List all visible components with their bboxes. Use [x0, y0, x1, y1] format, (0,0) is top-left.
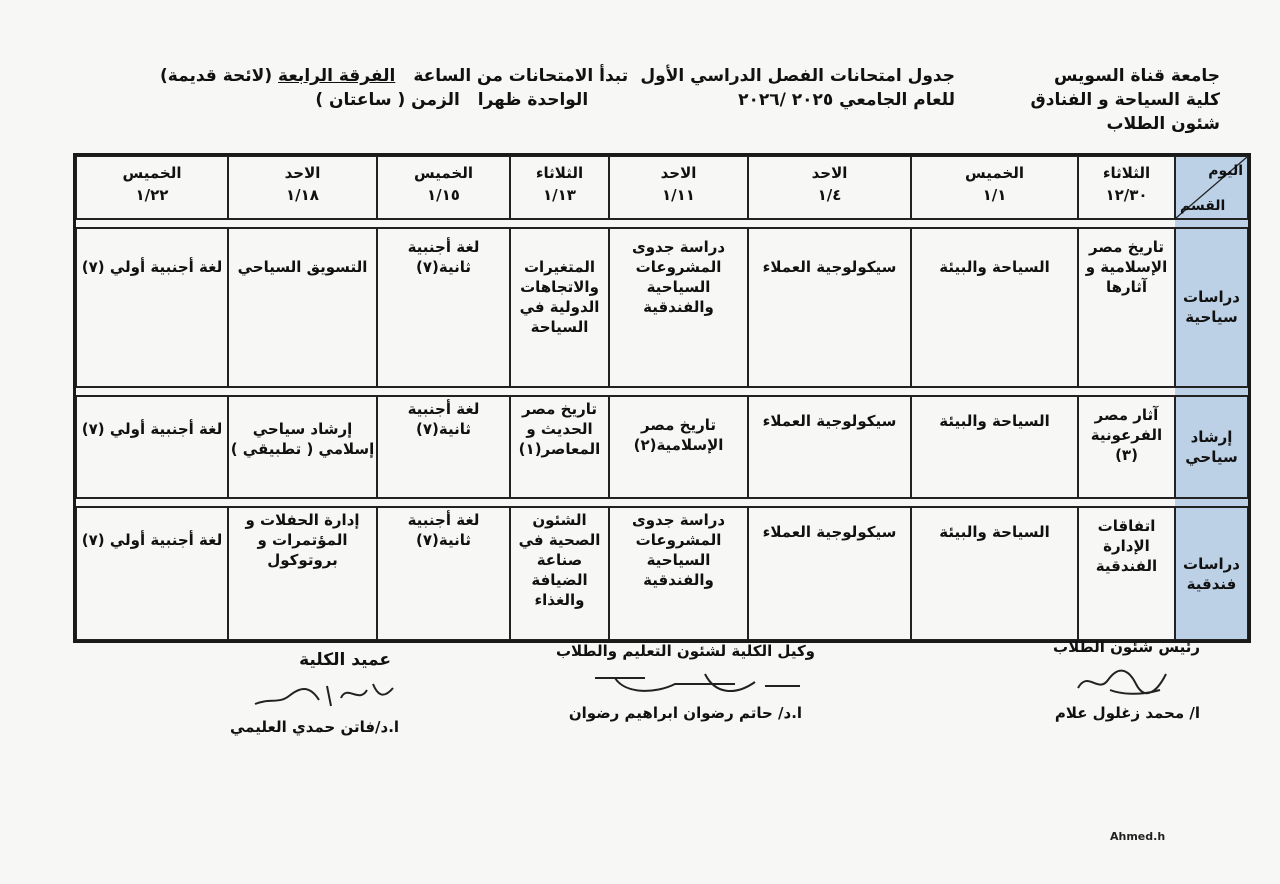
exam-cell: دراسة جدوى المشروعات السياحية والفندقية	[609, 507, 748, 640]
row-separator	[76, 387, 1248, 396]
vice-dean-signature	[556, 642, 815, 722]
footer-mark: Ahmed.h	[1110, 830, 1166, 843]
signer-title: رئيس شئون الطلاب	[1053, 638, 1200, 656]
exam-start-time: الواحدة ظهرا	[477, 90, 589, 110]
day-name: الثلاثاء	[1102, 164, 1151, 182]
day-name: الخميس	[414, 164, 473, 182]
day-header	[1078, 156, 1175, 219]
day-header	[228, 156, 377, 219]
students-affairs-signature	[1053, 638, 1200, 722]
handwritten-signature	[1070, 660, 1180, 700]
exam-cell: لغة أجنبية أولي (٧)	[76, 228, 228, 386]
day-name: الاحد	[811, 164, 848, 182]
day-date: ١/١١	[662, 186, 695, 204]
dept-row-hotel-studies	[76, 507, 1248, 640]
dean-signature	[230, 650, 399, 736]
day-header	[510, 156, 609, 219]
schedule-title-block	[640, 64, 955, 112]
day-header	[76, 156, 228, 219]
day-date: ١٢/٣٠	[1105, 186, 1148, 204]
day-date: ١/١٣	[543, 186, 576, 204]
signer-name: ا/ محمد زغلول علام	[1054, 704, 1200, 722]
corner-dept-label: القسم	[1180, 198, 1226, 214]
exam-cell: لغة أجنبية ثانية(٧)	[377, 507, 510, 640]
exam-cell: المتغيرات والاتجاهات الدولية في السياحة	[510, 228, 609, 386]
corner-day-label: اليوم	[1208, 163, 1243, 179]
day-name: الاحد	[660, 164, 697, 182]
corner-cell	[1175, 156, 1248, 219]
exam-cell: دراسة جدوى المشروعات السياحية والفندقية	[609, 228, 748, 386]
handwritten-signature	[585, 664, 815, 700]
header-row	[76, 156, 1248, 219]
signer-title: وكيل الكلية لشئون التعليم والطلاب	[555, 642, 815, 660]
exam-start-text: تبدأ الامتحانات من الساعة	[413, 66, 629, 86]
exam-cell: الشئون الصحية في صناعة الضيافة والغذاء	[510, 507, 609, 640]
exam-cell: تاريخ مصر الإسلامية(٢)	[609, 396, 748, 498]
exam-cell: آثار مصر الفرعونية (٣)	[1078, 396, 1175, 498]
signer-name: ا.د/ حاتم رضوان ابراهيم رضوان	[568, 704, 803, 722]
exam-cell: سيكولوجية العملاء	[748, 396, 911, 498]
exam-info-line-1	[160, 64, 628, 88]
dept-cell: دراسات فندقية	[1175, 507, 1248, 640]
handwritten-signature	[249, 674, 399, 714]
day-name: الاحد	[284, 164, 321, 182]
academic-year: للعام الجامعي ٢٠٢٥ /٢٠٢٦	[738, 90, 955, 110]
exam-cell: تاريخ مصر الإسلامية و آثارها	[1078, 228, 1175, 386]
dept-row-tour-guidance	[76, 396, 1248, 498]
faculty-name: كلية السياحة و الفنادق	[1030, 90, 1220, 110]
exam-info-block	[160, 64, 628, 112]
exam-duration: الزمن ( ساعتان )	[315, 90, 460, 110]
exam-cell: السياحة والبيئة	[911, 396, 1078, 498]
department-name: شئون الطلاب	[1106, 114, 1220, 134]
day-header	[377, 156, 510, 219]
row-separator	[76, 498, 1248, 507]
exam-cell: اتفاقات الإدارة الفندقية	[1078, 507, 1175, 640]
day-header	[748, 156, 911, 219]
exam-cell: التسويق السياحي	[228, 228, 377, 386]
exam-cell: لغة أجنبية أولي (٧)	[76, 507, 228, 640]
day-date: ١/٢٢	[135, 186, 169, 204]
regulation-label: (لائحة قديمة)	[160, 66, 273, 86]
exam-info-line-2	[160, 88, 588, 112]
exam-cell: تاريخ مصر الحديث و المعاصر(١)	[510, 396, 609, 498]
day-name: الخميس	[965, 164, 1024, 182]
grade-label: الفرقة الرابعة	[278, 66, 396, 86]
dept-row-tourism-studies	[76, 228, 1248, 386]
day-header	[911, 156, 1078, 219]
exam-schedule-table	[73, 153, 1251, 643]
exam-cell: لغة أجنبية ثانية(٧)	[377, 228, 510, 386]
day-header	[609, 156, 748, 219]
day-name: الخميس	[122, 164, 182, 182]
dept-cell: إرشاد سياحي	[1175, 396, 1248, 498]
day-name: الثلاثاء	[535, 164, 584, 182]
day-date: ١/١٨	[286, 186, 319, 204]
university-name: جامعة قناة السويس	[1054, 66, 1220, 86]
exam-cell: إدارة الحفلات و المؤتمرات و بروتوكول	[228, 507, 377, 640]
signer-name: ا.د/فاتن حمدي العليمي	[230, 718, 400, 736]
day-date: ١/٤	[817, 186, 842, 204]
signer-title: عميد الكلية	[299, 650, 392, 670]
day-date: ١/١	[982, 186, 1007, 204]
exam-cell: لغة أجنبية أولي (٧)	[76, 396, 228, 498]
dept-cell: دراسات سياحية	[1175, 228, 1248, 386]
exam-cell: لغة أجنبية ثانية(٧)	[377, 396, 510, 498]
schedule-title: جدول امتحانات الفصل الدراسي الأول	[640, 66, 955, 86]
exam-cell: سيكولوجية العملاء	[748, 228, 911, 386]
institution-header	[1031, 64, 1220, 136]
day-date: ١/١٥	[427, 186, 460, 204]
exam-cell: إرشاد سياحي إسلامي ( تطبيقي )	[228, 396, 377, 498]
exam-cell: سيكولوجية العملاء	[748, 507, 911, 640]
exam-cell: السياحة والبيئة	[911, 228, 1078, 386]
row-separator	[76, 219, 1248, 228]
exam-cell: السياحة والبيئة	[911, 507, 1078, 640]
